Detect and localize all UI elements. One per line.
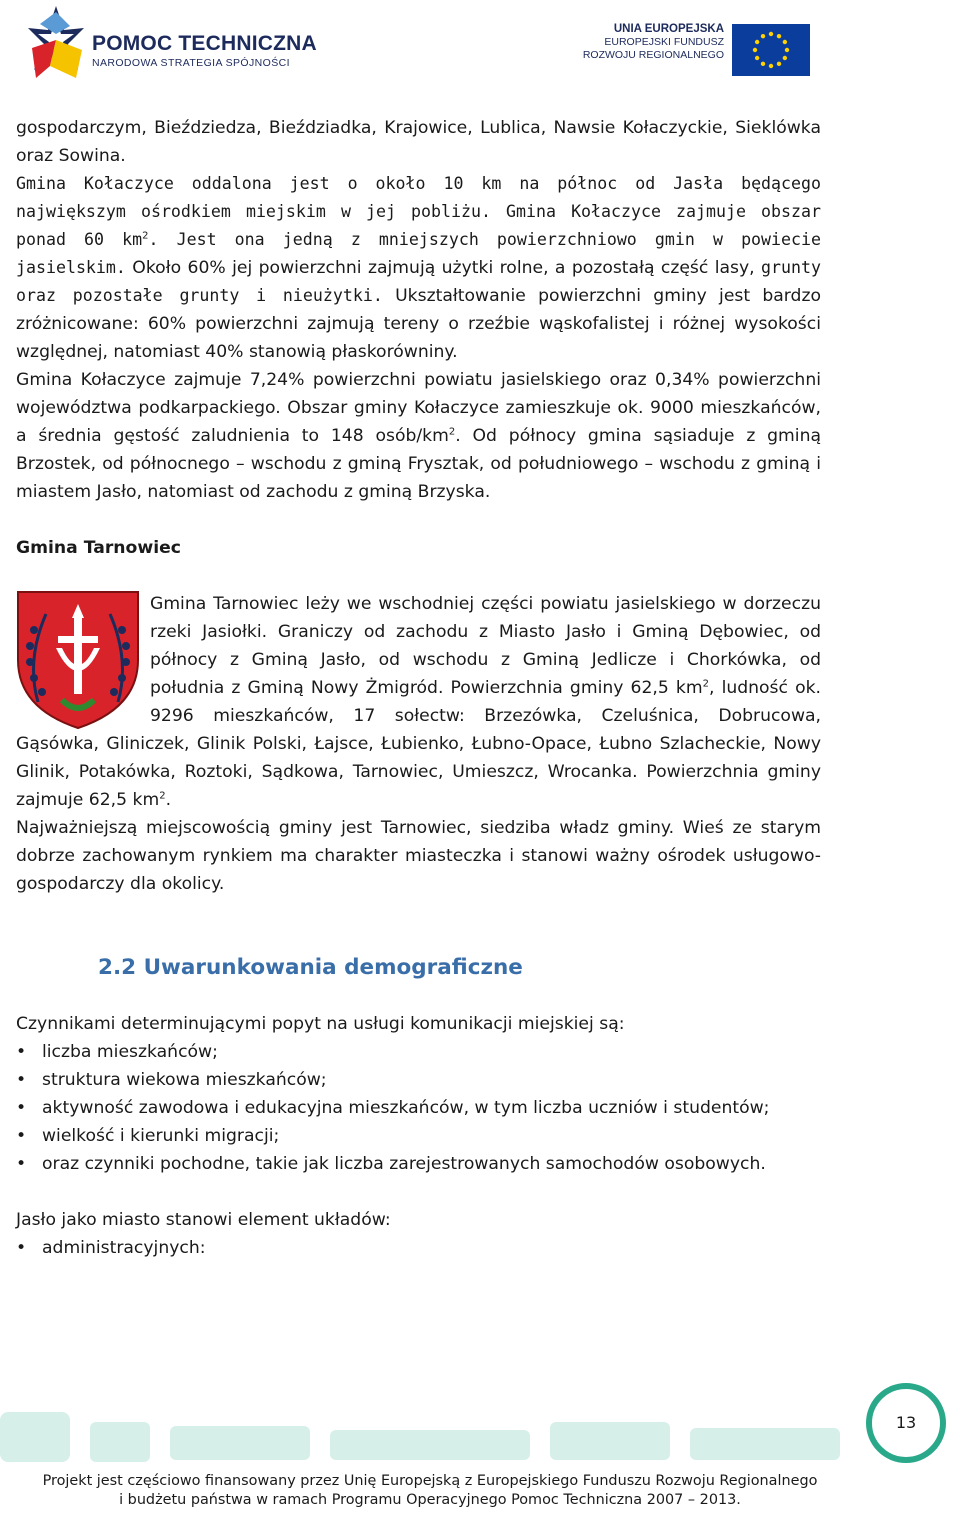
text-run: .: [165, 790, 172, 810]
logo-subtitle: NARODOWA STRATEGIA SPÓJNOŚCI: [92, 57, 290, 69]
list-item: [16, 1094, 821, 1122]
superscript: 2: [448, 426, 456, 438]
logo-title: POMOC TECHNICZNA: [92, 32, 317, 55]
transport-watermark-icon: [0, 1392, 860, 1472]
list-item-text: administracyjnych:: [42, 1238, 206, 1258]
eu-star-icon: [753, 48, 757, 52]
list-intro: Czynnikami determinującymi popyt na usługi komunikacji miejskiej są:: [16, 1014, 625, 1034]
eu-logo: [582, 22, 820, 84]
text-run: Gmina Kołaczyce oddalona jest o około 10 km na północ od Jasła będącego największym ośrodkiem miejskim w jej pobliżu. Gmina Kołaczyce zajmuje obszar ponad 60 km: [16, 174, 821, 249]
list-item-text: aktywność zawodowa i edukacyjna mieszkańców, w tym liczba uczniów i studentów;: [42, 1098, 770, 1118]
list-item-text: struktura wiekowa mieszkańców;: [42, 1070, 327, 1090]
text-run: Około 60% jej powierzchni zajmują użytki rolne, a pozostałą część lasy,: [125, 258, 762, 278]
eu-star-icon: [783, 40, 787, 44]
paragraph: [16, 366, 821, 506]
eu-star-icon: [777, 62, 781, 66]
text-run: gospodarczym, Bieździedza, Bieździadka, Krajowice, Lublica, Nawsie Kołaczyckie, Sieklówka oraz Sowina.: [16, 118, 821, 166]
bullet-list-systems: [16, 1234, 821, 1262]
text-run: . Jest ona jedną z mniejszych powierzchniowo gmin w powiecie jasielskim.: [16, 230, 821, 277]
list-item: [16, 1122, 821, 1150]
list-item-text: wielkość i kierunki migracji;: [42, 1126, 280, 1146]
page-header: [0, 0, 960, 90]
eu-line-3: ROZWOJU REGIONALNEGO: [582, 48, 724, 61]
superscript: 2: [142, 230, 149, 242]
bullet-icon: •: [16, 1098, 27, 1118]
paragraph: Najważniejszą miejscowością gminy jest Tarnowiec, siedziba władz gminy. Wieś ze starym dobrze zachowanym rynkiem ma charakter miasteczka i stanowi ważny ośrodek usługowo-gospodarczy dla okolicy.: [16, 818, 821, 894]
eu-star-icon: [785, 48, 789, 52]
text-run: Gmina Tarnowiec leży we wschodniej części powiatu jasielskiego w dorzeczu rzeki Jasiołki. Graniczy od zachodu z Miasto Jasło i Gminą Dębowiec, od północy z Gminą Jasło, od wschodu z Gminą Jedlicze i Chorkówka, od południa z Gminą Nowy Żmigród. Powierzchnia gminy 62,5 km: [150, 594, 821, 698]
paragraph: [16, 170, 821, 366]
nss-star-emblem-icon: [26, 4, 86, 84]
footer-line-2: i budżetu państwa w ramach Programu Operacyjnego Pomoc Techniczna 2007 – 2013.: [119, 1492, 741, 1508]
paragraph: [16, 114, 821, 170]
eu-star-icon: [769, 32, 773, 36]
text-run: , ludność ok. 9296 mieszkańców, 17 sołectw: Brzezówka, Czeluśnica, Dobrucowa, Gąsówka, Gliniczek, Glinik Polski, Łajsce, Łubienko, Łubno-Opace, Łubno Szlacheckie, Nowy Glinik, Potakówka, Roztoki, Sądkowa, Tarnowiec, Umieszcz, Wrocanka. Powierzchnia gminy zajmuje 62,5 km: [16, 678, 822, 810]
bullet-icon: •: [16, 1238, 27, 1258]
list-item: [16, 1038, 821, 1066]
text-run: Ukształtowanie powierzchni gminy jest bardzo zróżnicowane: 60% powierzchni zajmują tereny o rzeźbie wąskofalistej i różnej wysokości względnej, natomiast 40% stanowią płaskorówniny.: [16, 286, 821, 362]
eu-star-icon: [769, 64, 773, 68]
text-run: grunty oraz pozostałe grunty i nieużytki.: [16, 258, 821, 305]
bullet-icon: •: [16, 1126, 27, 1146]
tarnowiec-coat-of-arms-icon: [16, 590, 140, 730]
subheading: Gmina Tarnowiec: [16, 538, 181, 558]
document-body: [16, 114, 821, 1262]
bullet-icon: •: [16, 1070, 27, 1090]
eu-star-icon: [755, 40, 759, 44]
eu-line-2: EUROPEJSKI FUNDUSZ: [604, 36, 724, 48]
list-item-text: oraz czynniki pochodne, takie jak liczba zarejestrowanych samochodów osobowych.: [42, 1154, 766, 1174]
list-item: [16, 1150, 821, 1178]
eu-star-icon: [783, 56, 787, 60]
bullet-icon: •: [16, 1042, 27, 1062]
eu-logo-text: [583, 22, 724, 61]
eu-star-icon: [777, 34, 781, 38]
eu-star-icon: [755, 56, 759, 60]
superscript: 2: [159, 790, 166, 802]
list-item: [16, 1066, 821, 1094]
text-run: Gmina Kołaczyce zajmuje 7,24% powierzchni powiatu jasielskiego oraz 0,34% powierzchni województwa podkarpackiego. Obszar gminy Kołaczyce zamieszkuje ok. 9000 mieszkańców, a średnia gęstość zaludnienia to 148 osób/km: [16, 370, 821, 446]
footer-line-1: Projekt jest częściowo finansowany przez Unię Europejską z Europejskiego Funduszu Rozwoju Regionalnego: [42, 1473, 818, 1489]
eu-star-icon: [761, 34, 765, 38]
page-number: 13: [866, 1383, 946, 1463]
list-item-text: liczba mieszkańców;: [42, 1042, 218, 1062]
paragraph: [16, 590, 821, 814]
pomoc-techniczna-logo: [26, 4, 316, 84]
section-heading: 2.2 Uwarunkowania demograficzne: [98, 955, 523, 980]
text-run: . Od północy gmina sąsiaduje z gminą Brzostek, od północnego – wschodu z gminą Frysztak, od południowego – wschodu z gminą i miastem Jasło, natomiast od zachodu z gminą Brzyska.: [16, 426, 822, 502]
eu-flag-icon: [732, 24, 810, 76]
list-item: [16, 1234, 821, 1262]
list-intro: Jasło jako miasto stanowi element układów:: [16, 1210, 391, 1230]
eu-line-1: UNIA EUROPEJSKA: [613, 23, 724, 35]
footer-funding-note: [0, 1472, 860, 1510]
superscript: 2: [702, 678, 709, 690]
bullet-list-demographics: [16, 1038, 821, 1178]
eu-star-icon: [761, 62, 765, 66]
bullet-icon: •: [16, 1154, 27, 1174]
